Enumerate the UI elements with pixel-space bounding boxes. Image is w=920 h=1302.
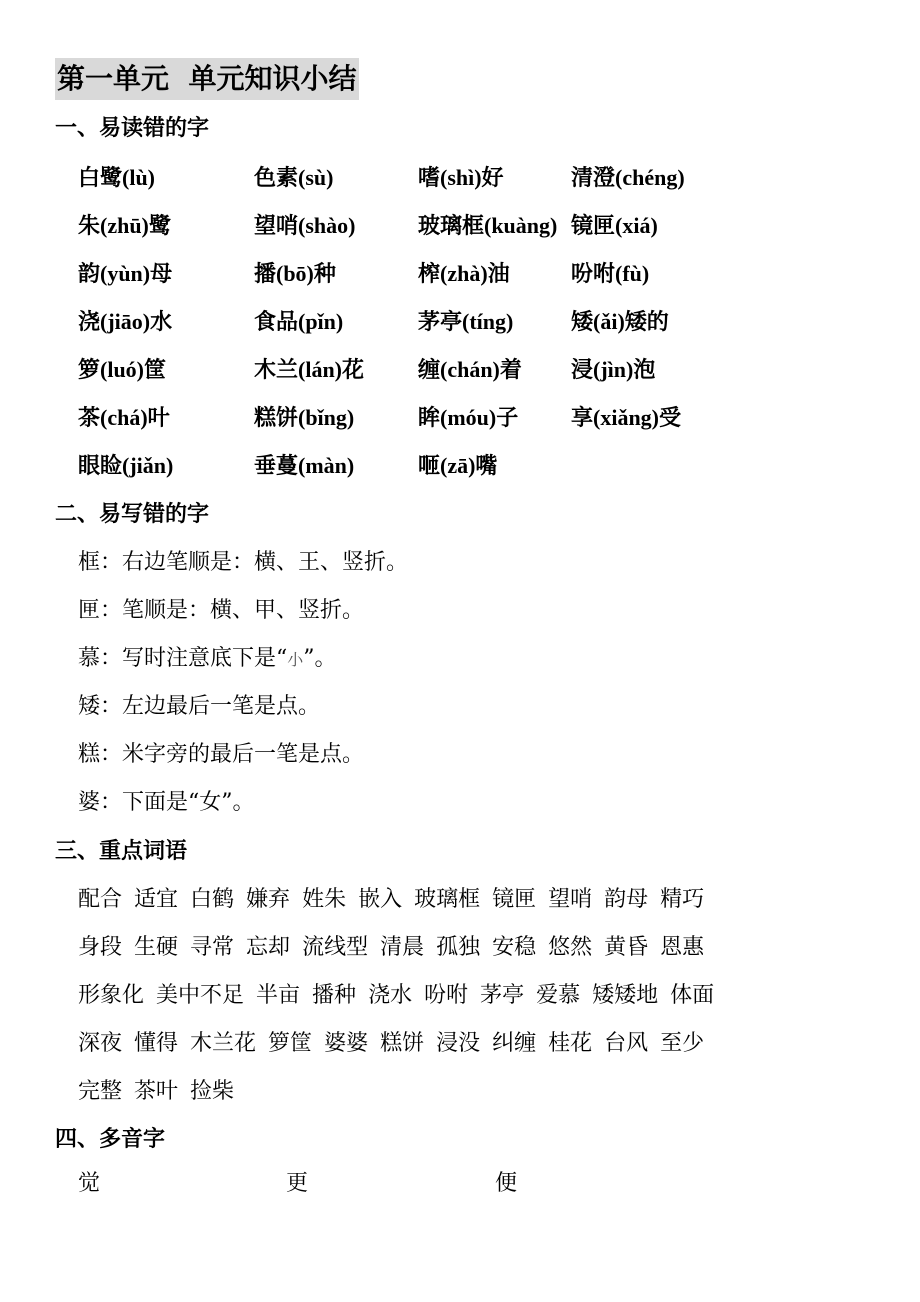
key-word: 完整 (78, 1079, 123, 1104)
key-words-row (78, 1075, 246, 1109)
note-line: 匣：笔顺是：横、甲、竖折。 (78, 598, 365, 623)
misread-item: 吩咐(fù) (571, 261, 650, 286)
misread-row (0, 449, 920, 483)
key-word: 美中不足 (156, 983, 245, 1008)
key-word: 深夜 (78, 1031, 123, 1056)
key-words-row (78, 979, 726, 1013)
misread-row (0, 305, 920, 339)
key-word: 婆婆 (324, 1031, 369, 1056)
key-word: 箩筐 (268, 1031, 313, 1056)
key-word: 茶叶 (134, 1079, 179, 1104)
key-word: 播种 (312, 983, 357, 1008)
key-word: 配合 (78, 887, 123, 912)
key-word: 悠然 (548, 935, 593, 960)
key-words-row (78, 1027, 716, 1061)
page-title: 第一单元 单元知识小结 (55, 58, 359, 100)
key-word: 至少 (660, 1031, 705, 1056)
key-word: 身段 (78, 935, 123, 960)
misread-row (0, 401, 920, 435)
key-word: 恩惠 (660, 935, 705, 960)
key-word: 体面 (670, 983, 715, 1008)
key-word: 爱慕 (536, 983, 581, 1008)
key-word: 忘却 (246, 935, 291, 960)
misread-item: 享(xiǎng)受 (571, 405, 682, 430)
key-word: 嵌入 (358, 887, 403, 912)
key-word: 玻璃框 (414, 887, 481, 912)
misread-item: 嗜(shì)好 (418, 165, 504, 190)
key-words-row (78, 931, 716, 965)
note-line (78, 642, 337, 677)
section-heading-key-words: 三、重点词语 (55, 839, 188, 864)
misread-item: 垂蔓(màn) (254, 453, 355, 478)
misread-row (0, 257, 920, 291)
section-heading-misread: 一、易读错的字 (55, 116, 210, 141)
key-words-row (78, 883, 716, 917)
polyphonic-char: 便 (495, 1171, 518, 1196)
misread-item: 望哨(shào) (254, 213, 356, 238)
key-word: 适宜 (134, 887, 179, 912)
key-word: 浸没 (436, 1031, 481, 1056)
misread-item: 玻璃框(kuàng) (418, 213, 558, 238)
key-word: 姓朱 (302, 887, 347, 912)
misread-item: 韵(yùn)母 (78, 261, 173, 286)
misread-item: 糕饼(bǐng) (254, 405, 355, 430)
misread-item: 箩(luó)筐 (78, 357, 167, 382)
misread-item: 木兰(lán)花 (254, 357, 365, 382)
key-word: 形象化 (78, 983, 145, 1008)
key-word: 茅亭 (480, 983, 525, 1008)
key-word: 清晨 (380, 935, 425, 960)
misread-row (0, 209, 920, 243)
polyphonic-char: 觉 (78, 1171, 101, 1196)
key-word: 捡柴 (190, 1079, 235, 1104)
misread-row (0, 353, 920, 387)
key-word: 白鹤 (190, 887, 235, 912)
key-word: 糕饼 (380, 1031, 425, 1056)
key-word: 孤独 (436, 935, 481, 960)
key-word: 矮矮地 (592, 983, 659, 1008)
misread-item: 白鹭(lù) (78, 165, 156, 190)
misread-item: 咂(zā)嘴 (418, 453, 498, 478)
key-word: 纠缠 (492, 1031, 537, 1056)
note-line: 矮：左边最后一笔是点。 (78, 694, 321, 719)
note-text-tail: ”。 (303, 646, 337, 671)
misread-row (0, 161, 920, 195)
key-word: 安稳 (492, 935, 537, 960)
key-word: 嫌弃 (246, 887, 291, 912)
misread-item: 朱(zhū)鹭 (78, 213, 171, 238)
key-word: 黄昏 (604, 935, 649, 960)
key-word: 流线型 (302, 935, 369, 960)
misread-item: 矮(ǎi)矮的 (571, 309, 669, 334)
misread-item: 茶(chá)叶 (78, 405, 170, 430)
key-word: 台风 (604, 1031, 649, 1056)
note-line: 糕：米字旁的最后一笔是点。 (78, 742, 365, 767)
misread-item: 缠(chán)着 (418, 357, 522, 382)
key-word: 韵母 (604, 887, 649, 912)
key-word: 生硬 (134, 935, 179, 960)
misread-item: 镜匣(xiá) (571, 213, 658, 238)
key-word: 半亩 (256, 983, 301, 1008)
misread-item: 浇(jiāo)水 (78, 309, 173, 334)
misread-item: 茅亭(tíng) (418, 309, 514, 334)
misread-item: 播(bō)种 (254, 261, 336, 286)
key-word: 吩咐 (424, 983, 469, 1008)
misread-item: 浸(jìn)泡 (571, 357, 656, 382)
misread-item: 眼睑(jiǎn) (78, 453, 174, 478)
key-word: 精巧 (660, 887, 705, 912)
misread-item: 色素(sù) (254, 165, 334, 190)
misread-item: 食品(pǐn) (254, 309, 344, 334)
note-text: 慕：写时注意底下是“ (78, 646, 288, 671)
misread-item: 清澄(chéng) (571, 165, 685, 190)
key-word: 镜匣 (492, 887, 537, 912)
misread-item: 眸(móu)子 (418, 405, 519, 430)
key-word: 寻常 (190, 935, 235, 960)
polyphonic-char: 更 (286, 1171, 309, 1196)
note-line: 框：右边笔顺是：横、王、竖折。 (78, 550, 409, 575)
note-line: 婆：下面是“女”。 (78, 790, 255, 815)
key-word: 木兰花 (190, 1031, 257, 1056)
key-word: 懂得 (134, 1031, 179, 1056)
misread-item: 榨(zhà)油 (418, 261, 510, 286)
key-word: 桂花 (548, 1031, 593, 1056)
note-small-char: 小 (287, 650, 304, 669)
section-heading-miswritten: 二、易写错的字 (55, 502, 210, 527)
key-word: 浇水 (368, 983, 413, 1008)
section-heading-polyphonic: 四、多音字 (55, 1127, 166, 1152)
key-word: 望哨 (548, 887, 593, 912)
